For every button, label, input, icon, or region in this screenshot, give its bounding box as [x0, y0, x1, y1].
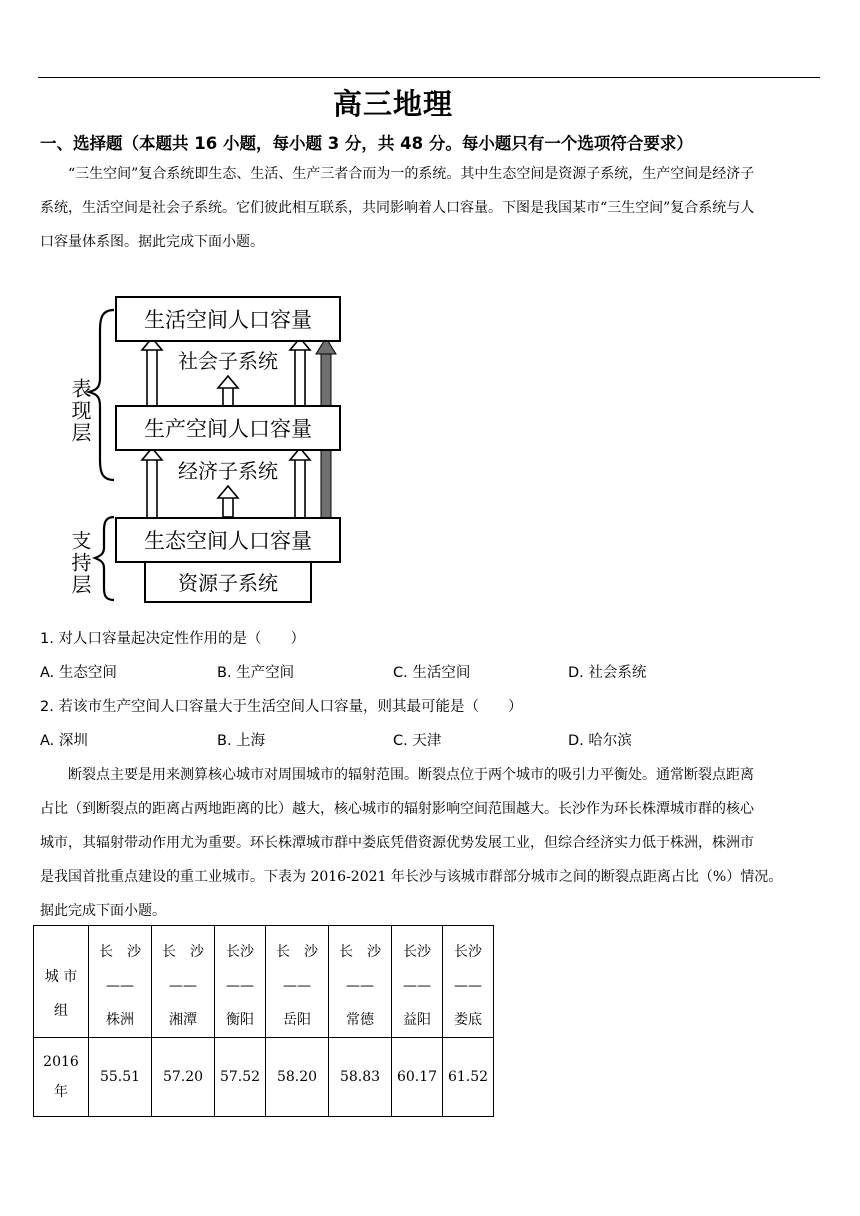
value-cell: 60.17: [392, 1038, 443, 1117]
table-column-header: [443, 926, 494, 1038]
table-column-header: [89, 926, 152, 1038]
col-line: 长 沙: [162, 943, 204, 960]
brace-bottom-icon: [95, 517, 114, 600]
three-space-diagram: [60, 290, 360, 610]
section-heading: 一、选择题（本题共 16 小题，每小题 3 分，共 48 分。每小题只有一个选项符合要求）: [40, 134, 693, 153]
col-line: ——: [226, 977, 254, 994]
q1-option-a[interactable]: A. 生态空间: [40, 665, 117, 681]
intro1-line: 系统，生活空间是社会子系统。它们彼此相互联系，共同影响着人口容量。下图是我国某市“三生空间”复合系统与人: [40, 200, 755, 216]
table-header-row: [34, 926, 494, 1038]
col-line: ——: [106, 977, 134, 994]
brace-top-label: 表现层: [68, 378, 92, 444]
intro2-line: 城市，其辐射带动作用尤为重要。环长株潭城市群中娄底凭借资源优势发展工业，但综合经济实力低于株洲，株洲市: [40, 835, 754, 851]
table-column-header: [392, 926, 443, 1038]
brace-top-icon: [89, 310, 114, 480]
col-line: 娄底: [454, 1011, 482, 1028]
q2-option-a[interactable]: A. 深圳: [40, 733, 88, 749]
col-line: 常德: [346, 1011, 374, 1028]
economic-subsystem-label: 经济子系统: [178, 459, 278, 483]
corner-line: 城 市: [44, 968, 78, 985]
table-column-header: [215, 926, 266, 1038]
intro2-line: 断裂点主要是用来测算核心城市对周围城市的辐射范围。断裂点位于两个城市的吸引力平衡处。通常断裂点距离: [68, 767, 754, 783]
table-column-header: [152, 926, 215, 1038]
page-title: 高三地理: [332, 87, 453, 121]
col-line: ——: [403, 977, 431, 994]
value-cell: 58.83: [329, 1038, 392, 1117]
table-column-header: [266, 926, 329, 1038]
col-line: 长沙: [403, 943, 431, 960]
intro-paragraph-2: [40, 758, 820, 928]
col-line: ——: [454, 977, 482, 994]
intro-paragraph-1: [40, 157, 820, 259]
intro1-line: “三生空间”复合系统即生态、生活、生产三者合而为一的系统。其中生态空间是资源子系统，生产空间是经济子: [68, 166, 755, 182]
brace-bottom-label: 支持层: [68, 530, 92, 596]
living-capacity-label: 生活空间人口容量: [144, 308, 312, 332]
value-cell: 57.20: [152, 1038, 215, 1117]
intro2-line: 据此完成下面小题。: [40, 903, 166, 919]
corner-line: 组: [54, 1002, 68, 1019]
intro1-line: 口容量体系图。据此完成下面小题。: [40, 234, 264, 250]
table-row: [34, 1038, 494, 1117]
ecological-capacity-label: 生态空间人口容量: [144, 529, 312, 553]
col-line: 株洲: [106, 1011, 134, 1028]
intro2-line: 占比（到断裂点的距离占两地距离的比）越大，核心城市的辐射影响空间范围越大。长沙作为环长株潭城市群的核心: [40, 801, 754, 817]
col-line: ——: [169, 977, 197, 994]
q2-option-c[interactable]: C. 天津: [393, 733, 442, 749]
header-rule: [38, 77, 820, 78]
value-cell: 61.52: [443, 1038, 494, 1117]
value-cell: 55.51: [89, 1038, 152, 1117]
value-cell: 57.52: [215, 1038, 266, 1117]
table-column-header: [329, 926, 392, 1038]
q1-option-b[interactable]: B. 生产空间: [217, 665, 295, 681]
social-subsystem-label: 社会子系统: [178, 349, 278, 373]
col-line: 长 沙: [276, 943, 318, 960]
resource-subsystem-label: 资源子系统: [178, 571, 278, 595]
col-line: ——: [346, 977, 374, 994]
year-cell: [34, 1038, 89, 1117]
intro2-line: 是我国首批重点建设的重工业城市。下表为 2016-2021 年长沙与该城市群部分城市之间的断裂点距离占比（%）情况。: [40, 869, 783, 885]
production-capacity-label: 生产空间人口容量: [144, 417, 312, 441]
value-cell: 58.20: [266, 1038, 329, 1117]
q2-option-b[interactable]: B. 上海: [217, 733, 266, 749]
col-line: 长 沙: [339, 943, 381, 960]
col-line: 益阳: [403, 1011, 431, 1028]
q2-option-d[interactable]: D. 哈尔滨: [568, 733, 632, 749]
year-line: 年: [54, 1084, 68, 1100]
col-line: 长沙: [454, 943, 482, 960]
col-line: 长 沙: [99, 943, 141, 960]
col-line: 湘潭: [169, 1011, 197, 1028]
col-line: ——: [283, 977, 311, 994]
q1-option-c[interactable]: C. 生活空间: [393, 665, 471, 681]
question-1-stem: 1. 对人口容量起决定性作用的是（ ）: [40, 631, 305, 647]
table-corner-cell: [34, 926, 89, 1038]
year-line: 2016: [43, 1054, 79, 1070]
q1-option-d[interactable]: D. 社会系统: [568, 665, 647, 681]
question-2-stem: 2. 若该市生产空间人口容量大于生活空间人口容量，则其最可能是（ ）: [40, 699, 523, 715]
col-line: 衡阳: [226, 1011, 254, 1028]
breakpoint-table: [33, 925, 494, 1117]
col-line: 岳阳: [283, 1011, 311, 1028]
col-line: 长沙: [226, 943, 254, 960]
